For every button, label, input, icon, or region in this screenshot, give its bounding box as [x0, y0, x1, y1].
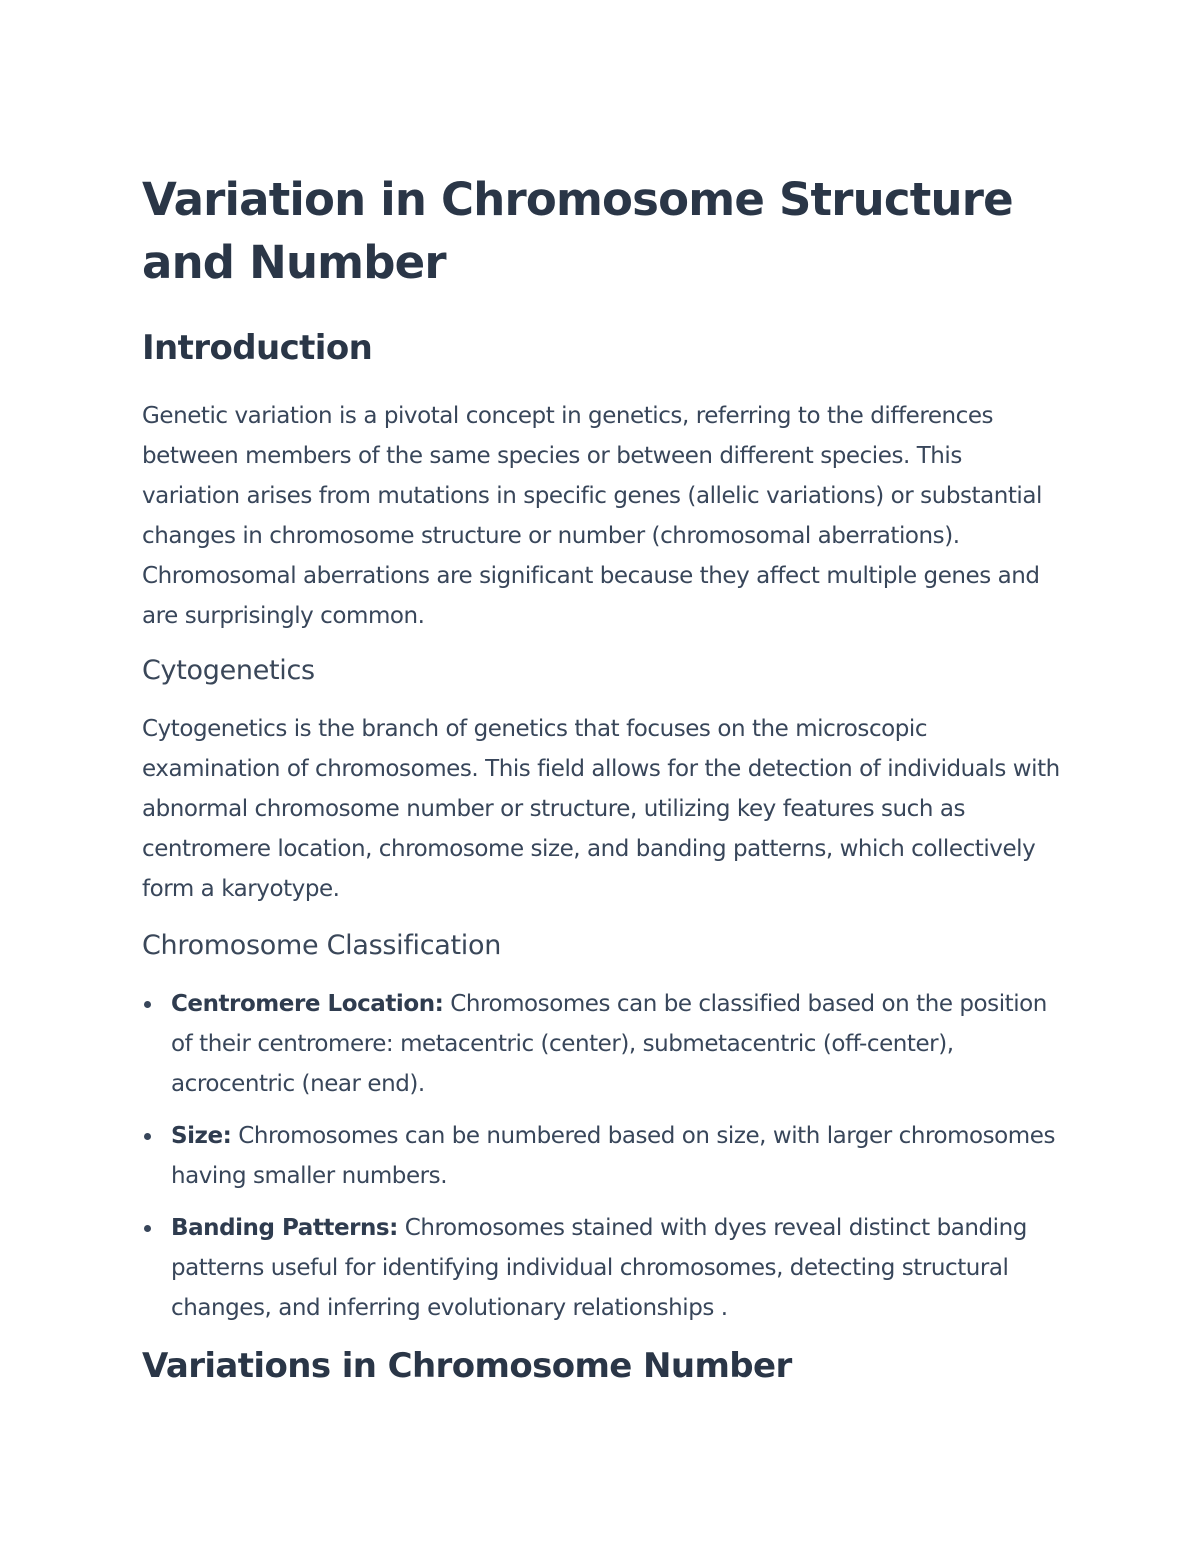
classification-list: [142, 984, 1062, 1328]
introduction-heading: Introduction: [142, 328, 373, 368]
introduction-paragraph: Genetic variation is a pivotal concept in genetics, referring to the differences between members of the same species or between different species. This variation arises from mutations in specific genes (allelic variations) or substantial changes in chromosome structure or number (chromosomal aberrations). Chromosomal aberrations are significant because they affect multiple genes and are surprisingly common.: [142, 403, 1042, 629]
cytogenetics-heading: Cytogenetics: [142, 655, 315, 686]
list-item-banding-patterns: [142, 1208, 1062, 1328]
list-item-size: [142, 1116, 1062, 1196]
list-item-text: Chromosomes stained with dyes reveal distinct banding patterns useful for identifying individual chromosomes, detecting structural changes, and inferring evolutionary relationships .: [171, 1215, 1027, 1321]
list-item-term: Banding Patterns:: [171, 1215, 398, 1241]
list-item-text: Chromosomes can be numbered based on size, with larger chromosomes having smaller numbers.: [171, 1123, 1055, 1189]
classification-heading: Chromosome Classification: [142, 930, 502, 961]
bullet-icon: [144, 1001, 151, 1008]
bullet-icon: [144, 1225, 151, 1232]
chromosome-number-heading: Variations in Chromosome Number: [142, 1346, 792, 1386]
page-title: Variation in Chromosome Structure and Number: [142, 173, 1013, 289]
list-item-centromere-location: [142, 984, 1062, 1104]
list-item-term: Size:: [171, 1123, 232, 1149]
bullet-icon: [144, 1133, 151, 1140]
list-item-term: Centromere Location:: [171, 991, 444, 1017]
cytogenetics-paragraph: Cytogenetics is the branch of genetics that focuses on the microscopic examination of chromosomes. This field allows for the detection of individuals with abnormal chromosome number or structure, utilizing key features such as centromere location, chromosome size, and banding patterns, which collectively form a karyotype.: [142, 716, 1060, 902]
list-item-text: Chromosomes can be classified based on the position of their centromere: metacentric (center), submetacentric (off-center), acrocentric (near end).: [171, 991, 1047, 1097]
document-page: [142, 168, 1062, 1388]
